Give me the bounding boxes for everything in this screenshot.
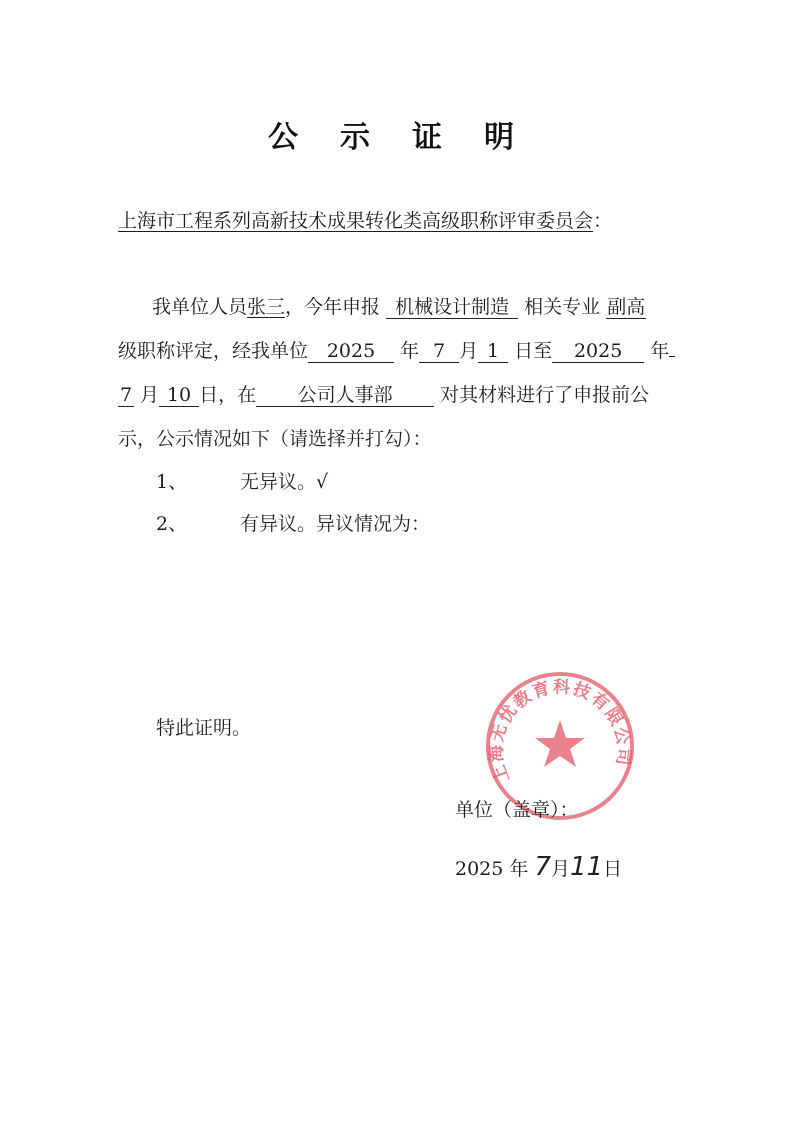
applicant-name: 张三 (247, 296, 286, 318)
para-line-4: 示，公示情况如下（请选择并打勾）： (118, 428, 432, 450)
text-pre-publicity: 对其材料进行了申报前公 (440, 384, 650, 406)
department-value: 公司人事部 (256, 384, 434, 407)
addressee-line (118, 206, 612, 233)
end-month-value: 7 (119, 384, 133, 406)
start-day-value: 1 (478, 340, 508, 363)
star-icon (535, 720, 585, 767)
text-applying: ，今年申报 (285, 296, 381, 318)
text-month-1: 月 (459, 340, 479, 362)
start-month-value: 7 (419, 340, 459, 363)
document-title: 公示证明 (268, 120, 556, 155)
text-my-unit-staff: 我单位人员 (152, 296, 248, 318)
addressee-colon: ： (593, 210, 613, 232)
para-line-3 (118, 380, 649, 407)
option-2-number: 2、 (156, 513, 188, 535)
checkmark-icon: √ (316, 471, 329, 493)
para-line-1 (152, 292, 646, 319)
text-year-2: 年 (650, 340, 670, 362)
start-year-value: 2025 (308, 340, 394, 363)
date-year-label: 年 (509, 858, 529, 880)
addressee: 上海市工程系列高新技术成果转化类高级职称评审委员会 (118, 210, 594, 232)
end-year-value: 2025 (552, 340, 644, 363)
unit-seal-label: 单位（盖章）： (455, 799, 579, 821)
option-2-text: 有异议。异议情况为： (240, 513, 431, 535)
title-level-value: 副高 (607, 296, 646, 318)
signature-date (455, 852, 622, 882)
date-month-label: 月 (551, 858, 571, 880)
text-day-to: 日至 (514, 340, 553, 362)
option-1-number: 1、 (156, 471, 188, 493)
end-day-value: 10 (159, 384, 199, 407)
option-1-text: 无异议。 (240, 471, 317, 493)
seal-text: 上海无忧教育科技有限公司 (486, 677, 634, 786)
specialty-value: 机械设计制造 (386, 296, 518, 319)
para-line-2 (118, 336, 675, 363)
text-evaluation: 级职称评定，经我单位 (118, 340, 309, 362)
text-related-major: 相关专业 (524, 296, 601, 318)
date-day-handwritten: 11 (570, 852, 604, 882)
closing-text: 特此证明。 (156, 717, 252, 739)
text-year-1: 年 (400, 340, 420, 362)
text-month-2: 月 (140, 384, 160, 406)
date-month-handwritten: 7 (534, 852, 552, 882)
date-year: 2025 (455, 858, 504, 880)
end-year-trail (669, 356, 675, 357)
date-day-label: 日 (603, 858, 623, 880)
text-day-at: 日，在 (199, 384, 257, 406)
option-1 (240, 467, 328, 494)
